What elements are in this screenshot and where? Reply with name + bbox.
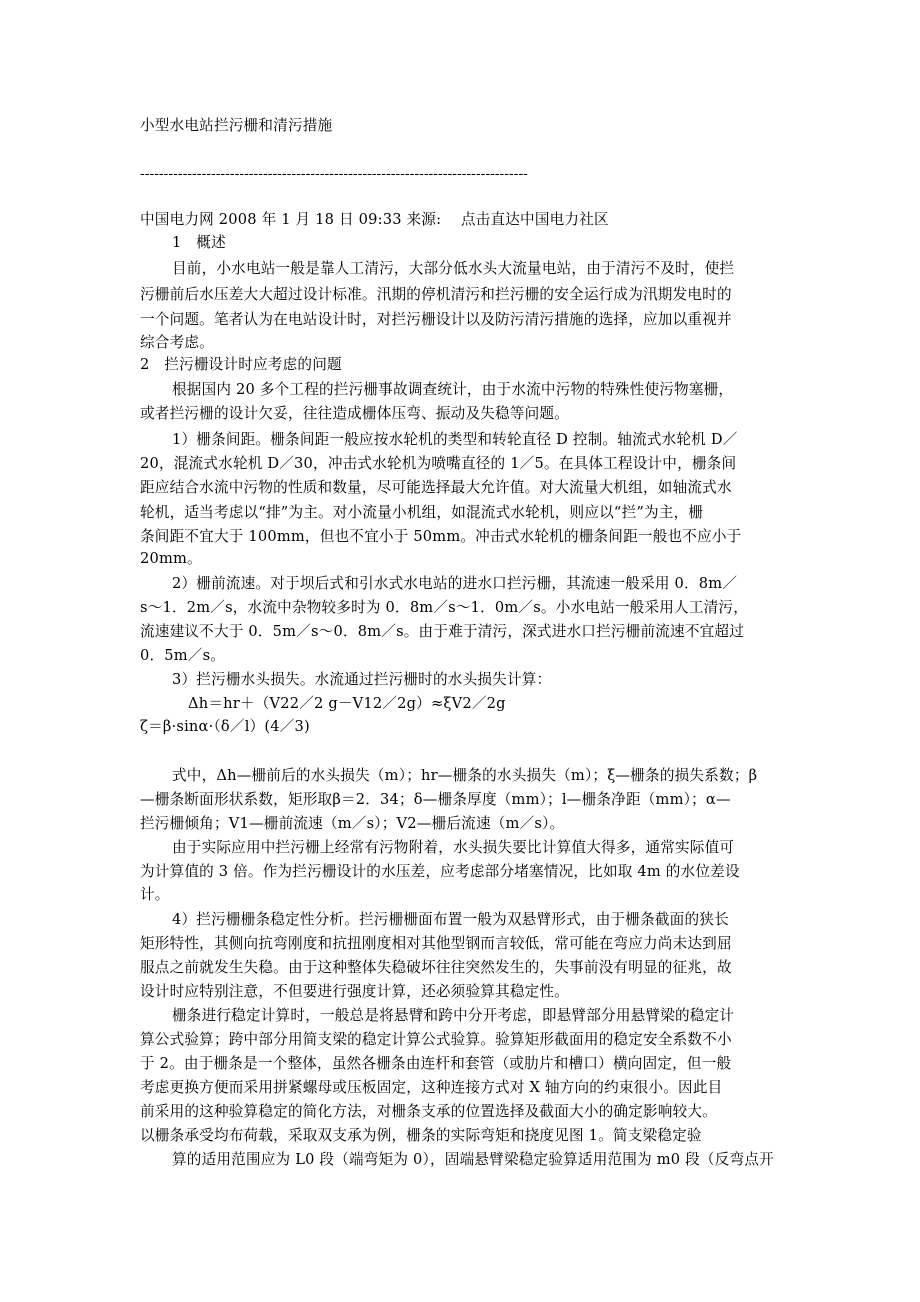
text-line: 或者拦污栅的设计欠妥，往往造成栅体压弯、振动及失稳等问题。 xyxy=(140,405,570,422)
text-line: 计。 xyxy=(140,886,170,903)
text-line: 20mm。 xyxy=(140,550,202,567)
text-line: 2）栅前流速。对于坝后式和引水式水电站的进水口拦污栅，其流速一般采用 0．8m／ xyxy=(172,575,738,592)
text-line: 算公式验算；跨中部分用简支梁的稳定计算公式验算。验算矩形截面用的稳定安全系数不小 xyxy=(140,1031,732,1048)
text-line: s～1．2m／s，水流中杂物较多时为 0．8m／s～1．0m／s。小水电站一般采用人工清污， xyxy=(140,599,749,616)
text-line: 算的适用范围应为 L0 段（端弯矩为 0），固端悬臂梁稳定验算适用范围为 m0 段（反弯点开 xyxy=(172,1151,774,1168)
separator-line: ---------------------------------------------------------------------------------- xyxy=(140,166,528,182)
text-line: 轮机，适当考虑以“排”为主。对小流量小机组，如混流式水轮机，则应以“拦”为主，栅 xyxy=(140,504,704,521)
text-line: 式中，Δh—栅前后的水头损失（m）；hr—栅条的水头损失（m）；ξ—栅条的损失系数；β xyxy=(172,767,758,784)
text-line: 为计算值的 3 倍。作为拦污栅设计的水压差，应考虑部分堵塞情况，比如取 4m 的水位差设 xyxy=(140,863,740,880)
text-line: 污栅前后水压差大大超过设计标准。汛期的停机清污和拦污栅的安全运行成为汛期发电时的 xyxy=(140,286,732,303)
text-line: 距应结合水流中污物的性质和数量，尽可能选择最大允许值。对大流量大机组，如轴流式水 xyxy=(140,479,732,496)
text-line: 20，混流式水轮机 D／30，冲击式水轮机为喷嘴直径的 1／5。在具体工程设计中，栅条间 xyxy=(140,455,737,472)
text-line: 设计时应特别注意，不但要进行强度计算，还必须验算其稳定性。 xyxy=(140,983,570,1000)
text-line: 服点之前就发生失稳。由于这种整体失稳破坏往往突然发生的，失事前没有明显的征兆，故 xyxy=(140,959,732,976)
section-heading-overview: 1 概述 xyxy=(172,234,226,251)
text-line: 流速建议不大于 0．5m／s～0．8m／s。由于难于清污，深式进水口拦污栅前流速不宜超过 xyxy=(140,623,745,640)
text-line: 3）拦污栅水头损失。水流通过拦污栅时的水头损失计算： xyxy=(172,671,552,688)
text-line: 综合考虑。 xyxy=(140,334,214,351)
text-line: 前采用的这种验算稳定的简化方法，对栅条支承的位置选择及截面大小的确定影响较大。 xyxy=(140,1103,717,1120)
text-line: 栅条进行稳定计算时，一般总是将悬臂和跨中分开考虑，即悬臂部分用悬臂梁的稳定计 xyxy=(172,1007,735,1024)
text-line: 0．5m／s。 xyxy=(140,647,226,664)
formula-head-loss: Δh＝hr＋（V22／2 g－V12／2g）≈ξV2／2g xyxy=(188,695,506,712)
text-line: 条间距不宜大于 100mm，但也不宜小于 50mm。冲击式水轮机的栅条间距一般也不应小于 xyxy=(140,528,742,545)
text-line: 由于实际应用中拦污栅上经常有污物附着，水头损失要比计算值大得多，通常实际值可 xyxy=(172,839,735,856)
document-title: 小型水电站拦污栅和清污措施 xyxy=(140,117,333,134)
text-line: 根据国内 20 多个工程的拦污栅事故调查统计，由于水流中污物的特殊性使污物塞栅， xyxy=(172,381,734,398)
formula-loss-coefficient: ζ＝β·sinα·（δ／l）(4／3) xyxy=(140,718,310,735)
text-line: 于 2。由于栅条是一个整体，虽然各栅条由连杆和套管（或肋片和槽口）横向固定，但一般 xyxy=(140,1055,732,1072)
text-line: 考虑更换方便而采用拼紧螺母或压板固定，这种连接方式对 X 轴方向的约束很小。因此目 xyxy=(140,1079,723,1096)
text-line: 以栅条承受均布荷载，采取双支承为例，栅条的实际弯矩和挠度见图 1。简支梁稳定验 xyxy=(140,1127,702,1144)
text-line: —栅条断面形状系数，矩形取β＝2．34；δ—栅条厚度（mm）；l—栅条净距（mm）；α— xyxy=(140,791,731,808)
section-heading-design: 2 拦污栅设计时应考虑的问题 xyxy=(140,356,342,373)
text-line: 1）栅条间距。栅条间距一般应按水轮机的类型和转轮直径 D 控制。轴流式水轮机 D／ xyxy=(172,431,738,448)
text-line: 4）拦污栅栅条稳定性分析。拦污栅栅面布置一般为双悬臂形式，由于栅条截面的狭长 xyxy=(172,911,729,928)
text-line: 矩形特性，其侧向抗弯刚度和抗扭刚度相对其他型钢而言较低，常可能在弯应力尚未达到屈 xyxy=(140,935,732,952)
text-line: 目前，小水电站一般是靠人工清污，大部分低水头大流量电站，由于清污不及时，使拦 xyxy=(172,260,735,277)
text-line: 拦污栅倾角；V1—栅前流速（m／s）；V2—栅后流速（m／s）。 xyxy=(140,815,565,832)
source-line: 中国电力网 2008 年 1 月 18 日 09:33 来源: 点击直达中国电力社区 xyxy=(140,211,609,228)
text-line: 一个问题。笔者认为在电站设计时，对拦污栅设计以及防污清污措施的选择，应加以重视并 xyxy=(140,311,732,328)
